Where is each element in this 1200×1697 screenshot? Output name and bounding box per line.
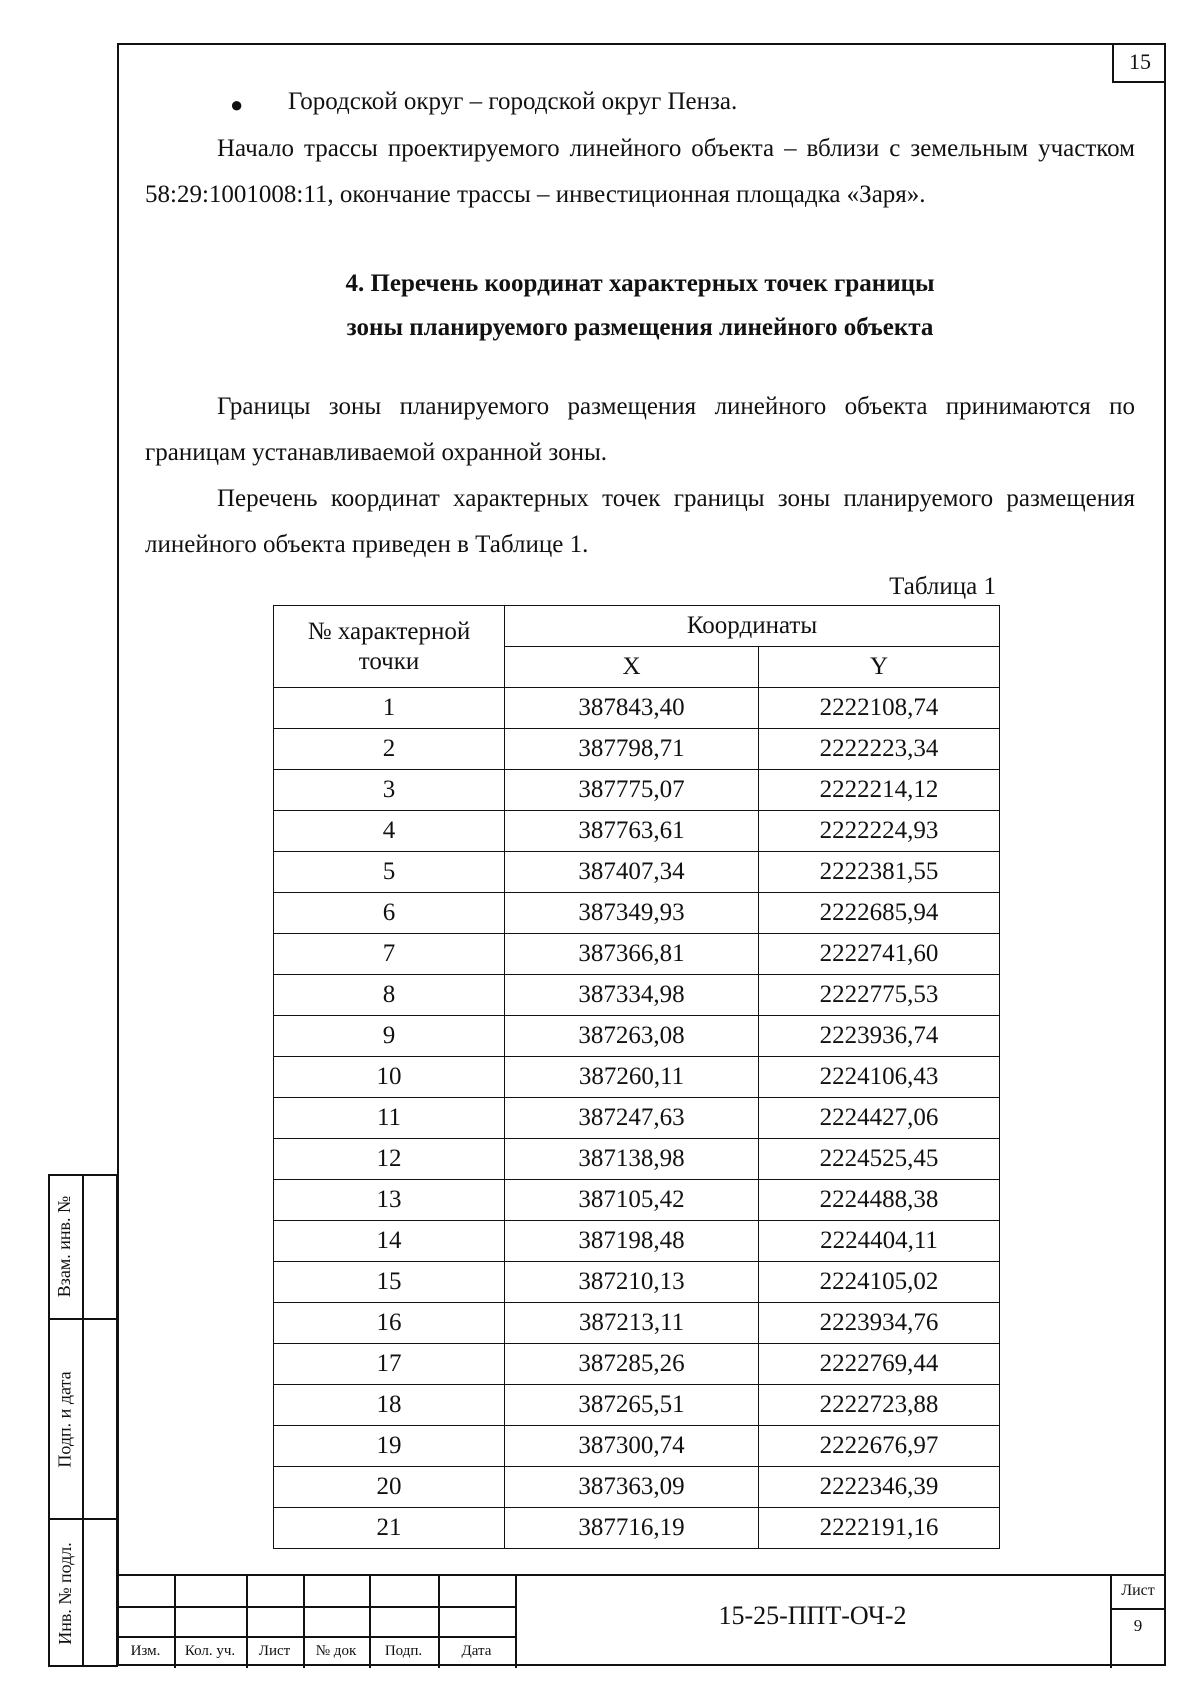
table-row [274, 1098, 1000, 1139]
cell-point-number: 13 [274, 1180, 505, 1221]
document-code: 15-25-ППТ-ОЧ-2 [718, 1601, 907, 1630]
table-row [274, 811, 1000, 852]
table-row [274, 1303, 1000, 1344]
cell-x: 387407,34 [505, 852, 759, 893]
cell-point-number: 20 [274, 1467, 505, 1508]
cell-y: 2222741,60 [759, 934, 1000, 975]
stamp-line [117, 1636, 515, 1638]
stamp-kol-uch: Кол. уч. [184, 1643, 236, 1659]
cell-x: 387285,26 [505, 1344, 759, 1385]
side-label-vzam [48, 1174, 82, 1318]
side-label-vzam-text: Взам. инв. № [54, 1195, 75, 1297]
table-row [274, 688, 1000, 729]
cell-point-number: 1 [274, 688, 505, 729]
cell-point-number: 12 [274, 1139, 505, 1180]
table-row [274, 1180, 1000, 1221]
section-heading-line2: зоны планируемого размещения линейного объекта [346, 314, 934, 341]
paragraph-list [145, 476, 1135, 568]
cell-point-number: 5 [274, 852, 505, 893]
cell-y: 2222346,39 [759, 1467, 1000, 1508]
table-row [274, 852, 1000, 893]
stamp-podp: Подп. [384, 1643, 423, 1659]
cell-point-number: 7 [274, 934, 505, 975]
header-point-number [274, 606, 505, 688]
page-number-top: 15 [1112, 43, 1166, 83]
cell-x: 387334,98 [505, 975, 759, 1016]
table-row [274, 934, 1000, 975]
cell-x: 387300,74 [505, 1426, 759, 1467]
table-row [274, 1426, 1000, 1467]
header-y: Y [759, 647, 1000, 688]
table-row [274, 1344, 1000, 1385]
table-row [274, 1057, 1000, 1098]
cell-y: 2223936,74 [759, 1016, 1000, 1057]
cell-y: 2224525,45 [759, 1139, 1000, 1180]
side-divider-vertical [82, 1174, 84, 1667]
table-row [274, 1221, 1000, 1262]
cell-point-number: 10 [274, 1057, 505, 1098]
cell-point-number: 18 [274, 1385, 505, 1426]
cell-y: 2224105,02 [759, 1262, 1000, 1303]
coordinates-table [273, 605, 1000, 1549]
stamp-line [117, 1606, 515, 1608]
cell-x: 387716,19 [505, 1508, 759, 1549]
table-row [274, 1508, 1000, 1549]
table-row [274, 1139, 1000, 1180]
cell-y: 2224404,11 [759, 1221, 1000, 1262]
cell-point-number: 19 [274, 1426, 505, 1467]
paragraph-route [145, 126, 1135, 218]
cell-y: 2222769,44 [759, 1344, 1000, 1385]
side-label-inv [48, 1520, 82, 1667]
table-row [274, 975, 1000, 1016]
cell-x: 387105,42 [505, 1180, 759, 1221]
cell-point-number: 15 [274, 1262, 505, 1303]
paragraph-list-text: Перечень координат характерных точек границы зоны планируемого размещения линейного объекта приведен в Таблице 1. [145, 485, 1135, 558]
cell-x: 387198,48 [505, 1221, 759, 1262]
cell-x: 387138,98 [505, 1139, 759, 1180]
cell-y: 2224106,43 [759, 1057, 1000, 1098]
cell-x: 387349,93 [505, 893, 759, 934]
cell-x: 387213,11 [505, 1303, 759, 1344]
table-caption: Таблица 1 [889, 573, 996, 600]
cell-x: 387843,40 [505, 688, 759, 729]
cell-x: 387763,61 [505, 811, 759, 852]
cell-y: 2222108,74 [759, 688, 1000, 729]
side-label-podp-text: Подп. и дата [54, 1370, 75, 1468]
cell-y: 2222775,53 [759, 975, 1000, 1016]
table-row [274, 770, 1000, 811]
cell-y: 2222381,55 [759, 852, 1000, 893]
cell-x: 387366,81 [505, 934, 759, 975]
cell-x: 387263,08 [505, 1016, 759, 1057]
stamp-line [1110, 1608, 1166, 1610]
cell-point-number: 11 [274, 1098, 505, 1139]
table-row [274, 893, 1000, 934]
stamp-izm: Изм. [130, 1643, 161, 1659]
side-label-inv-text: Инв. № подл. [54, 1542, 75, 1645]
cell-y: 2222723,88 [759, 1385, 1000, 1426]
title-block [117, 1574, 1166, 1666]
cell-x: 387247,63 [505, 1098, 759, 1139]
bullet-marker: ● [230, 92, 244, 117]
header-x: X [505, 647, 759, 688]
table-row [274, 1385, 1000, 1426]
cell-y: 2223934,76 [759, 1303, 1000, 1344]
section-heading-line1: 4. Перечень координат характерных точек границы [345, 270, 935, 297]
table-row [274, 1262, 1000, 1303]
header-point-line2: точки [358, 647, 420, 675]
bullet-item: Городской округ – городской округ Пенза. [288, 88, 738, 115]
cell-x: 387363,09 [505, 1467, 759, 1508]
stamp-list: Лист [258, 1643, 291, 1659]
stamp-n-dok: № док [315, 1643, 357, 1659]
cell-point-number: 9 [274, 1016, 505, 1057]
cell-point-number: 16 [274, 1303, 505, 1344]
cell-y: 2222676,97 [759, 1426, 1000, 1467]
cell-point-number: 14 [274, 1221, 505, 1262]
cell-y: 2222191,16 [759, 1508, 1000, 1549]
cell-point-number: 4 [274, 811, 505, 852]
cell-point-number: 6 [274, 893, 505, 934]
cell-y: 2224427,06 [759, 1098, 1000, 1139]
cell-point-number: 3 [274, 770, 505, 811]
side-label-podp [48, 1320, 82, 1518]
stamp-data: Дата [461, 1643, 492, 1659]
cell-y: 2222223,34 [759, 729, 1000, 770]
table-row [274, 729, 1000, 770]
table-row [274, 1016, 1000, 1057]
cell-x: 387210,13 [505, 1262, 759, 1303]
sheet-label: Лист [1121, 1582, 1155, 1599]
cell-y: 2222224,93 [759, 811, 1000, 852]
cell-point-number: 8 [274, 975, 505, 1016]
table-row [274, 1467, 1000, 1508]
header-point-line1: № характерной [307, 617, 471, 645]
cell-y: 2222214,12 [759, 770, 1000, 811]
paragraph-route-text: Начало трассы проектируемого линейного объекта – вблизи с земельным участком 58:29:1001008:11, окончание трассы – инвестиционная площадка «Заря». [145, 135, 1135, 208]
cell-point-number: 2 [274, 729, 505, 770]
sheet-number: 9 [1133, 1616, 1143, 1635]
paragraph-borders [145, 384, 1135, 476]
cell-x: 387265,51 [505, 1385, 759, 1426]
section-heading [145, 262, 1135, 350]
cell-y: 2224488,38 [759, 1180, 1000, 1221]
cell-point-number: 17 [274, 1344, 505, 1385]
cell-point-number: 21 [274, 1508, 505, 1549]
cell-x: 387798,71 [505, 729, 759, 770]
cell-y: 2222685,94 [759, 893, 1000, 934]
cell-x: 387775,07 [505, 770, 759, 811]
header-coordinates: Координаты [505, 606, 1000, 647]
coordinates-body [274, 688, 1000, 1549]
paragraph-borders-text: Границы зоны планируемого размещения линейного объекта принимаются по границам устанавливаемой охранной зоны. [145, 393, 1135, 466]
cell-x: 387260,11 [505, 1057, 759, 1098]
